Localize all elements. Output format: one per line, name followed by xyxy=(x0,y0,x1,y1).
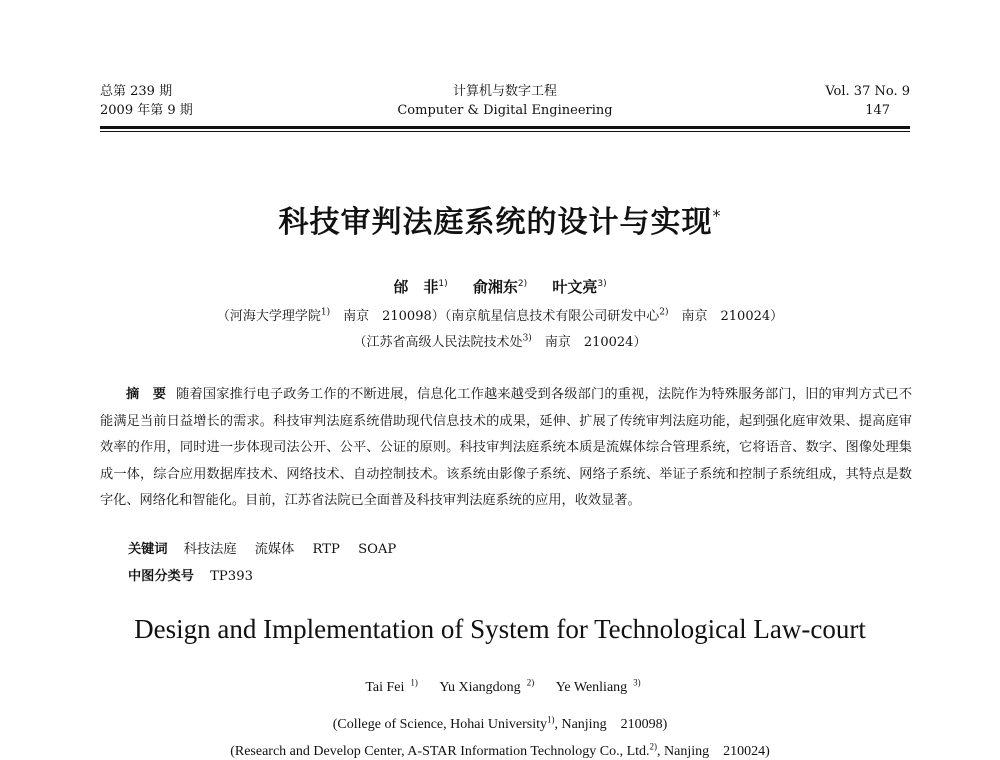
journal-name-cn: 计算机与数字工程 xyxy=(452,84,557,99)
author-1: 邰 非$^{1)}$ xyxy=(393,278,448,296)
english-author-3: Ye Wenliang $^{3)}$ xyxy=(555,677,641,695)
keyword-1: 科技法庭 xyxy=(183,542,237,557)
classification-label: 中图分类号 xyxy=(128,569,194,584)
author-3: 叶文亮$^{3)}$ xyxy=(552,278,607,296)
header-rule-thick xyxy=(100,126,910,129)
journal-header xyxy=(100,82,910,128)
english-author-1: Tai Fei $^{1)}$ xyxy=(365,677,418,695)
keywords xyxy=(128,538,410,557)
classification-number xyxy=(128,565,253,584)
classification-value: TP393 xyxy=(210,569,253,584)
paper-title xyxy=(0,197,1000,241)
total-issue: 总第 239 期 xyxy=(100,84,173,99)
affiliation-line-1: （河海大学理学院$^{1)}$ 南京 210098）（南京航星信息技术有限公司研发中心$^{2)}$ 南京 210024） xyxy=(216,307,784,324)
year-issue: 2009 年第 9 期 xyxy=(100,103,193,118)
paper-title-text: 科技审判法庭系统的设计与实现 xyxy=(278,205,713,240)
abstract-label: 摘 要 xyxy=(126,387,167,402)
volume-number: Vol. 37 No. 9 xyxy=(825,84,910,99)
keyword-3: RTP xyxy=(312,542,340,557)
english-affiliation-line-2: (Research and Develop Center, A-STAR Information Technology Co., Ltd.$^{2)}$, Nanjing 210024) xyxy=(230,741,770,759)
keyword-2: 流媒体 xyxy=(254,542,295,557)
header-rule-thin xyxy=(100,131,910,132)
author-2: 俞湘东$^{2)}$ xyxy=(472,278,528,296)
affiliation-line-2: （江苏省高级人民法院技术处$^{3)}$ 南京 210024） xyxy=(353,333,647,350)
keywords-label: 关键词 xyxy=(128,542,168,557)
title-footnote-mark: * xyxy=(712,206,722,225)
journal-name xyxy=(100,82,910,120)
volume-info xyxy=(825,82,910,120)
abstract-text: 随着国家推行电子政务工作的不断进展，信息化工作越来越受到各级部门的重视，法院作为特殊服务部门，旧的审判方式已不能满足当前日益增长的需求。科技审判法庭系统借助现代信息技术的成果，延伸、扩展了传统审判法庭功能，起到强化庭审效果、提高庭审效率的作用，同时进一步体现司法公开、公平、公证的原则。科技审判法庭系统本质是流媒体综合管理系统，它将语音、数字、图像处理集成一体，综合应用数据库技术、网络技术、自动控制技术。该系统由影像子系统、网络子系统、举证子系统和控制子系统组成，其特点是数字化、网络化和智能化。目前，江苏省法院已全面普及科技审判法庭系统的应用，收效显著。 xyxy=(100,387,913,509)
english-author-2: Yu Xiangdong $^{2)}$ xyxy=(439,677,535,695)
english-affiliation-line-1: (College of Science, Hohai University$^{1)}$, Nanjing 210098) xyxy=(332,714,668,732)
keyword-4: SOAP xyxy=(358,542,397,557)
journal-name-en: Computer & Digital Engineering xyxy=(397,103,613,118)
english-author-list xyxy=(0,677,1000,696)
abstract xyxy=(100,382,912,515)
english-title: Design and Implementation of System for Technological Law-court xyxy=(134,614,866,644)
page-number: 147 xyxy=(865,103,891,118)
author-list xyxy=(0,276,1000,297)
